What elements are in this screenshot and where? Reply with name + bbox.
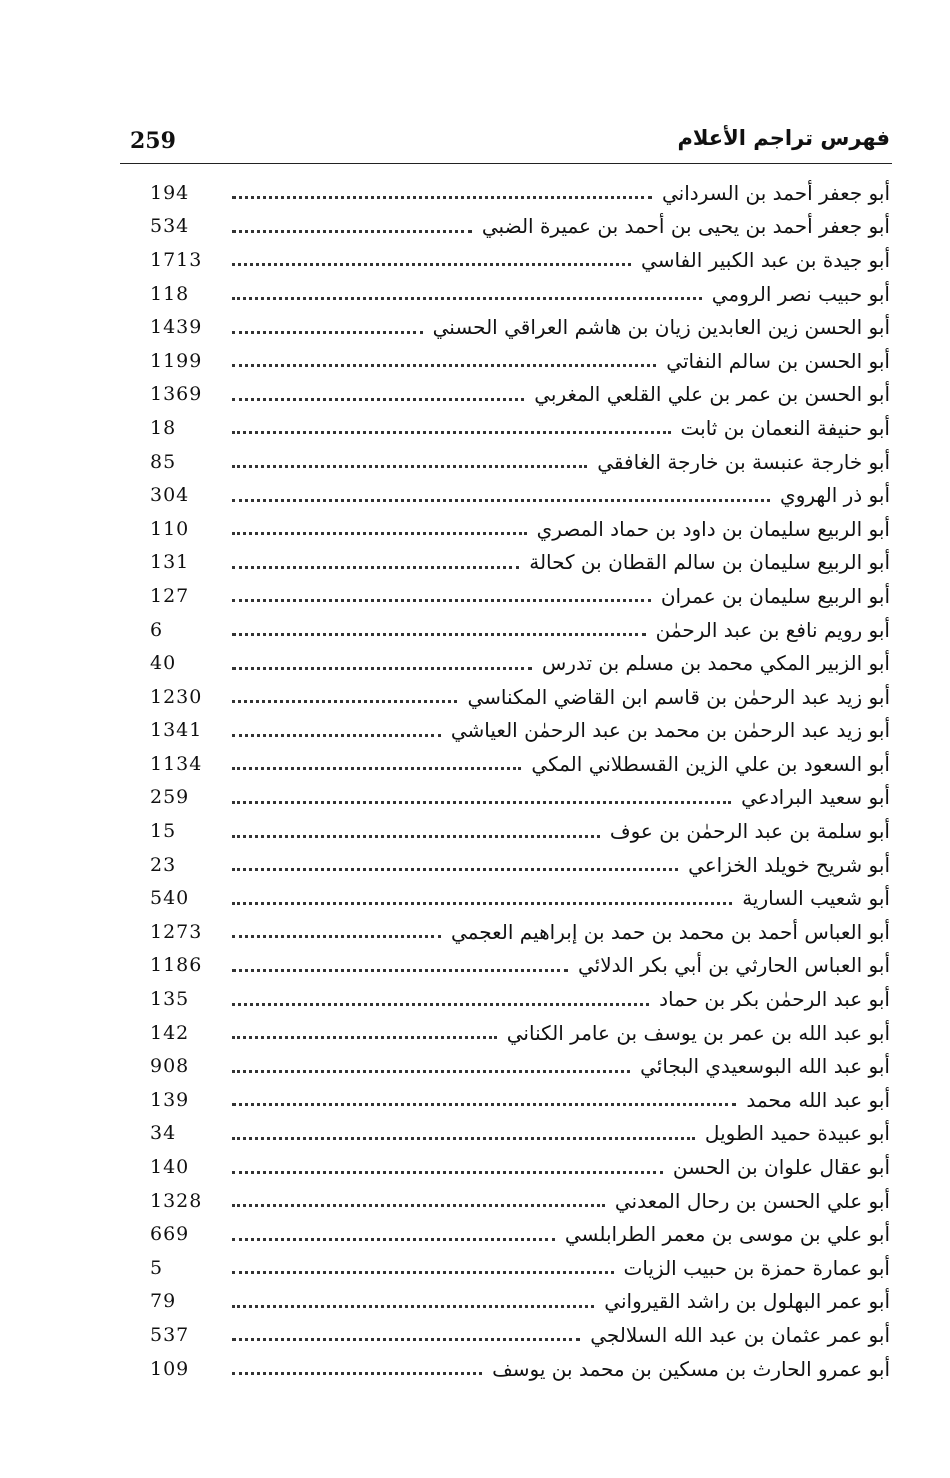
entry-name: أبو عمارة حمزة بن حبيب الزيات [623, 1255, 890, 1280]
index-entry [150, 579, 890, 613]
entry-name: أبو رويم نافع بن عبد الرحمٰن [655, 617, 890, 642]
entry-page-number: 304 [150, 484, 190, 507]
dot-leader [232, 835, 600, 838]
entry-name: أبو علي بن موسى بن معمر الطرابلسي [564, 1222, 890, 1247]
entry-page-number: 1199 [150, 349, 203, 372]
entry-name: أبو الزبير المكي محمد بن مسلم بن تدرس [541, 651, 890, 676]
entry-name: أبو جعفر أحمد بن يحيى بن أحمد بن عميرة الضبي [481, 214, 890, 239]
index-entry [150, 176, 890, 210]
index-entry [150, 411, 890, 445]
entry-name: أبو خارجة عنبسة بن خارجة الغافقي [597, 449, 890, 474]
entry-page-number: 131 [150, 551, 190, 574]
dot-leader [232, 1305, 594, 1308]
entry-name: أبو عمرو الحارث بن مسكين بن محمد بن يوسف [492, 1356, 890, 1381]
page-header [120, 126, 890, 160]
entry-name: أبو العباس أحمد بن محمد بن حمد بن إبراهيم العجمي [450, 919, 890, 944]
entry-name: أبو عبد الرحمٰن بكر بن حماد [659, 987, 890, 1012]
entry-page-number: 1439 [150, 316, 203, 339]
entry-page-number: 1713 [150, 248, 203, 271]
index-entry [150, 814, 890, 848]
dot-leader [232, 364, 656, 367]
entry-page-number: 537 [150, 1323, 190, 1346]
dot-leader [232, 734, 441, 737]
dot-leader [232, 297, 702, 300]
entry-name: أبو سلمة بن عبد الرحمٰن بن عوف [609, 819, 890, 844]
entry-name: أبو جيدة بن عبد الكبير الفاسي [641, 247, 890, 272]
dot-leader [232, 1036, 497, 1039]
entry-name: أبو حنيفة النعمان بن ثابت [680, 415, 890, 440]
entry-name: أبو سعيد البرادعي [741, 785, 890, 810]
index-entry [150, 848, 890, 882]
index-entry [150, 310, 890, 344]
entry-name: أبو شعيب السارية [742, 886, 890, 911]
dot-leader [232, 969, 568, 972]
entry-page-number: 139 [150, 1088, 190, 1111]
dot-leader [232, 1070, 630, 1073]
dot-leader [232, 1137, 695, 1140]
entry-name: أبو الحسن بن عمر بن علي القلعي المغربي [534, 382, 890, 407]
entry-name: أبو ذر الهروي [780, 483, 890, 508]
entry-page-number: 1134 [150, 752, 203, 775]
dot-leader [232, 1171, 663, 1174]
dot-leader [232, 935, 441, 938]
dot-leader [232, 263, 631, 266]
entry-page-number: 110 [150, 517, 190, 540]
entry-page-number: 15 [150, 820, 177, 843]
index-entries [150, 176, 890, 1385]
entry-name: أبو عمر عثمان بن عبد الله السلالجي [590, 1322, 890, 1347]
index-entry [150, 277, 890, 311]
dot-leader [232, 331, 423, 334]
entry-page-number: 118 [150, 282, 190, 305]
entry-name: أبو علي الحسن بن رحال المعدني [614, 1188, 890, 1213]
dot-leader [232, 1271, 614, 1274]
entry-page-number: 1230 [150, 685, 203, 708]
entry-page-number: 534 [150, 215, 190, 238]
index-entry [150, 982, 890, 1016]
entry-name: أبو شريح خويلد الخزاعي [688, 852, 890, 877]
entry-page-number: 127 [150, 584, 190, 607]
dot-leader [232, 230, 472, 233]
index-entry [150, 881, 890, 915]
index-entry [150, 1083, 890, 1117]
index-entry [150, 243, 890, 277]
index-entry [150, 445, 890, 479]
entry-name: أبو الحسن بن سالم النفاتي [666, 348, 890, 373]
page-number: 259 [130, 128, 176, 154]
dot-leader [232, 633, 646, 636]
entry-name: أبو زيد عبد الرحمٰن بن محمد بن عبد الرحمٰن العياشي [450, 718, 890, 743]
running-title: فهرس تراجم الأعلام [677, 126, 890, 150]
index-entry [150, 546, 890, 580]
index-entry [150, 915, 890, 949]
index-entry [150, 680, 890, 714]
entry-page-number: 908 [150, 1055, 190, 1078]
entry-page-number: 669 [150, 1223, 190, 1246]
dot-leader [232, 196, 652, 199]
index-entry [150, 1150, 890, 1184]
entry-page-number: 540 [150, 887, 190, 910]
entry-page-number: 135 [150, 988, 190, 1011]
entry-page-number: 6 [150, 618, 164, 641]
entry-page-number: 85 [150, 450, 177, 473]
entry-page-number: 259 [150, 786, 190, 809]
entry-page-number: 1328 [150, 1189, 203, 1212]
entry-page-number: 23 [150, 853, 177, 876]
index-entry [150, 646, 890, 680]
entry-name: أبو الحسن زين العابدين زيان بن هاشم العراقي الحسني [432, 315, 890, 340]
entry-name: أبو عبد الله بن عمر بن يوسف بن عامر الكناني [506, 1020, 890, 1045]
entry-name: أبو الربيع سليمان بن سالم القطان بن كحالة [529, 550, 890, 575]
index-entry [150, 1251, 890, 1285]
index-entry [150, 714, 890, 748]
entry-name: أبو عبد الله البوسعيدي البجائي [640, 1054, 890, 1079]
entry-name: أبو جعفر أحمد بن السرداني [661, 180, 890, 205]
dot-leader [232, 398, 524, 401]
entry-page-number: 79 [150, 1290, 177, 1313]
entry-name: أبو الربيع سليمان بن داود بن حماد المصري [536, 516, 890, 541]
index-entry [150, 344, 890, 378]
entry-page-number: 194 [150, 181, 190, 204]
entry-name: أبو زيد عبد الرحمٰن بن قاسم ابن القاضي المكناسي [467, 684, 890, 709]
index-entry [150, 1117, 890, 1151]
dot-leader [232, 1372, 482, 1375]
entry-name: أبو الربيع سليمان بن عمران [660, 583, 890, 608]
dot-leader [232, 902, 732, 905]
dot-leader [232, 667, 532, 670]
dot-leader [232, 1003, 649, 1006]
header-rule [120, 163, 892, 164]
dot-leader [232, 700, 457, 703]
entry-page-number: 140 [150, 1156, 190, 1179]
entry-name: أبو عقال علوان بن الحسن [672, 1155, 890, 1180]
entry-page-number: 1369 [150, 383, 203, 406]
entry-name: أبو حبيب نصر الرومي [711, 281, 890, 306]
index-entry [150, 1352, 890, 1386]
dot-leader [232, 599, 651, 602]
index-entry [150, 1285, 890, 1319]
entry-name: أبو عبد الله محمد [746, 1087, 890, 1112]
index-entry [150, 1318, 890, 1352]
index-entry [150, 949, 890, 983]
dot-leader [232, 868, 678, 871]
index-entry [150, 781, 890, 815]
index-entry [150, 1016, 890, 1050]
dot-leader [232, 499, 770, 502]
entry-name: أبو عبيدة حميد الطويل [704, 1121, 890, 1146]
index-entry [150, 1184, 890, 1218]
index-entry [150, 1217, 890, 1251]
index-entry [150, 210, 890, 244]
entry-page-number: 1341 [150, 719, 203, 742]
dot-leader [232, 1338, 580, 1341]
entry-page-number: 40 [150, 652, 177, 675]
index-entry [150, 478, 890, 512]
dot-leader [232, 801, 731, 804]
entry-page-number: 18 [150, 416, 177, 439]
entry-name: أبو عمر البهلول بن راشد القيرواني [604, 1289, 890, 1314]
entry-name: أبو العباس الحارثي بن أبي بكر الدلائي [577, 953, 890, 978]
dot-leader [232, 532, 527, 535]
dot-leader [232, 767, 521, 770]
index-entry [150, 378, 890, 412]
dot-leader [232, 566, 519, 569]
dot-leader [232, 1103, 736, 1106]
dot-leader [232, 465, 587, 468]
entry-name: أبو السعود بن علي الزين القسطلاني المكي [531, 751, 890, 776]
index-entry [150, 747, 890, 781]
dot-leader [232, 431, 671, 434]
entry-page-number: 34 [150, 1122, 177, 1145]
entry-page-number: 5 [150, 1256, 164, 1279]
entry-page-number: 142 [150, 1021, 190, 1044]
dot-leader [232, 1204, 605, 1207]
entry-page-number: 1186 [150, 954, 203, 977]
entry-page-number: 1273 [150, 920, 203, 943]
dot-leader [232, 1238, 555, 1241]
index-entry [150, 1049, 890, 1083]
entry-page-number: 109 [150, 1357, 190, 1380]
index-entry [150, 613, 890, 647]
index-entry [150, 512, 890, 546]
